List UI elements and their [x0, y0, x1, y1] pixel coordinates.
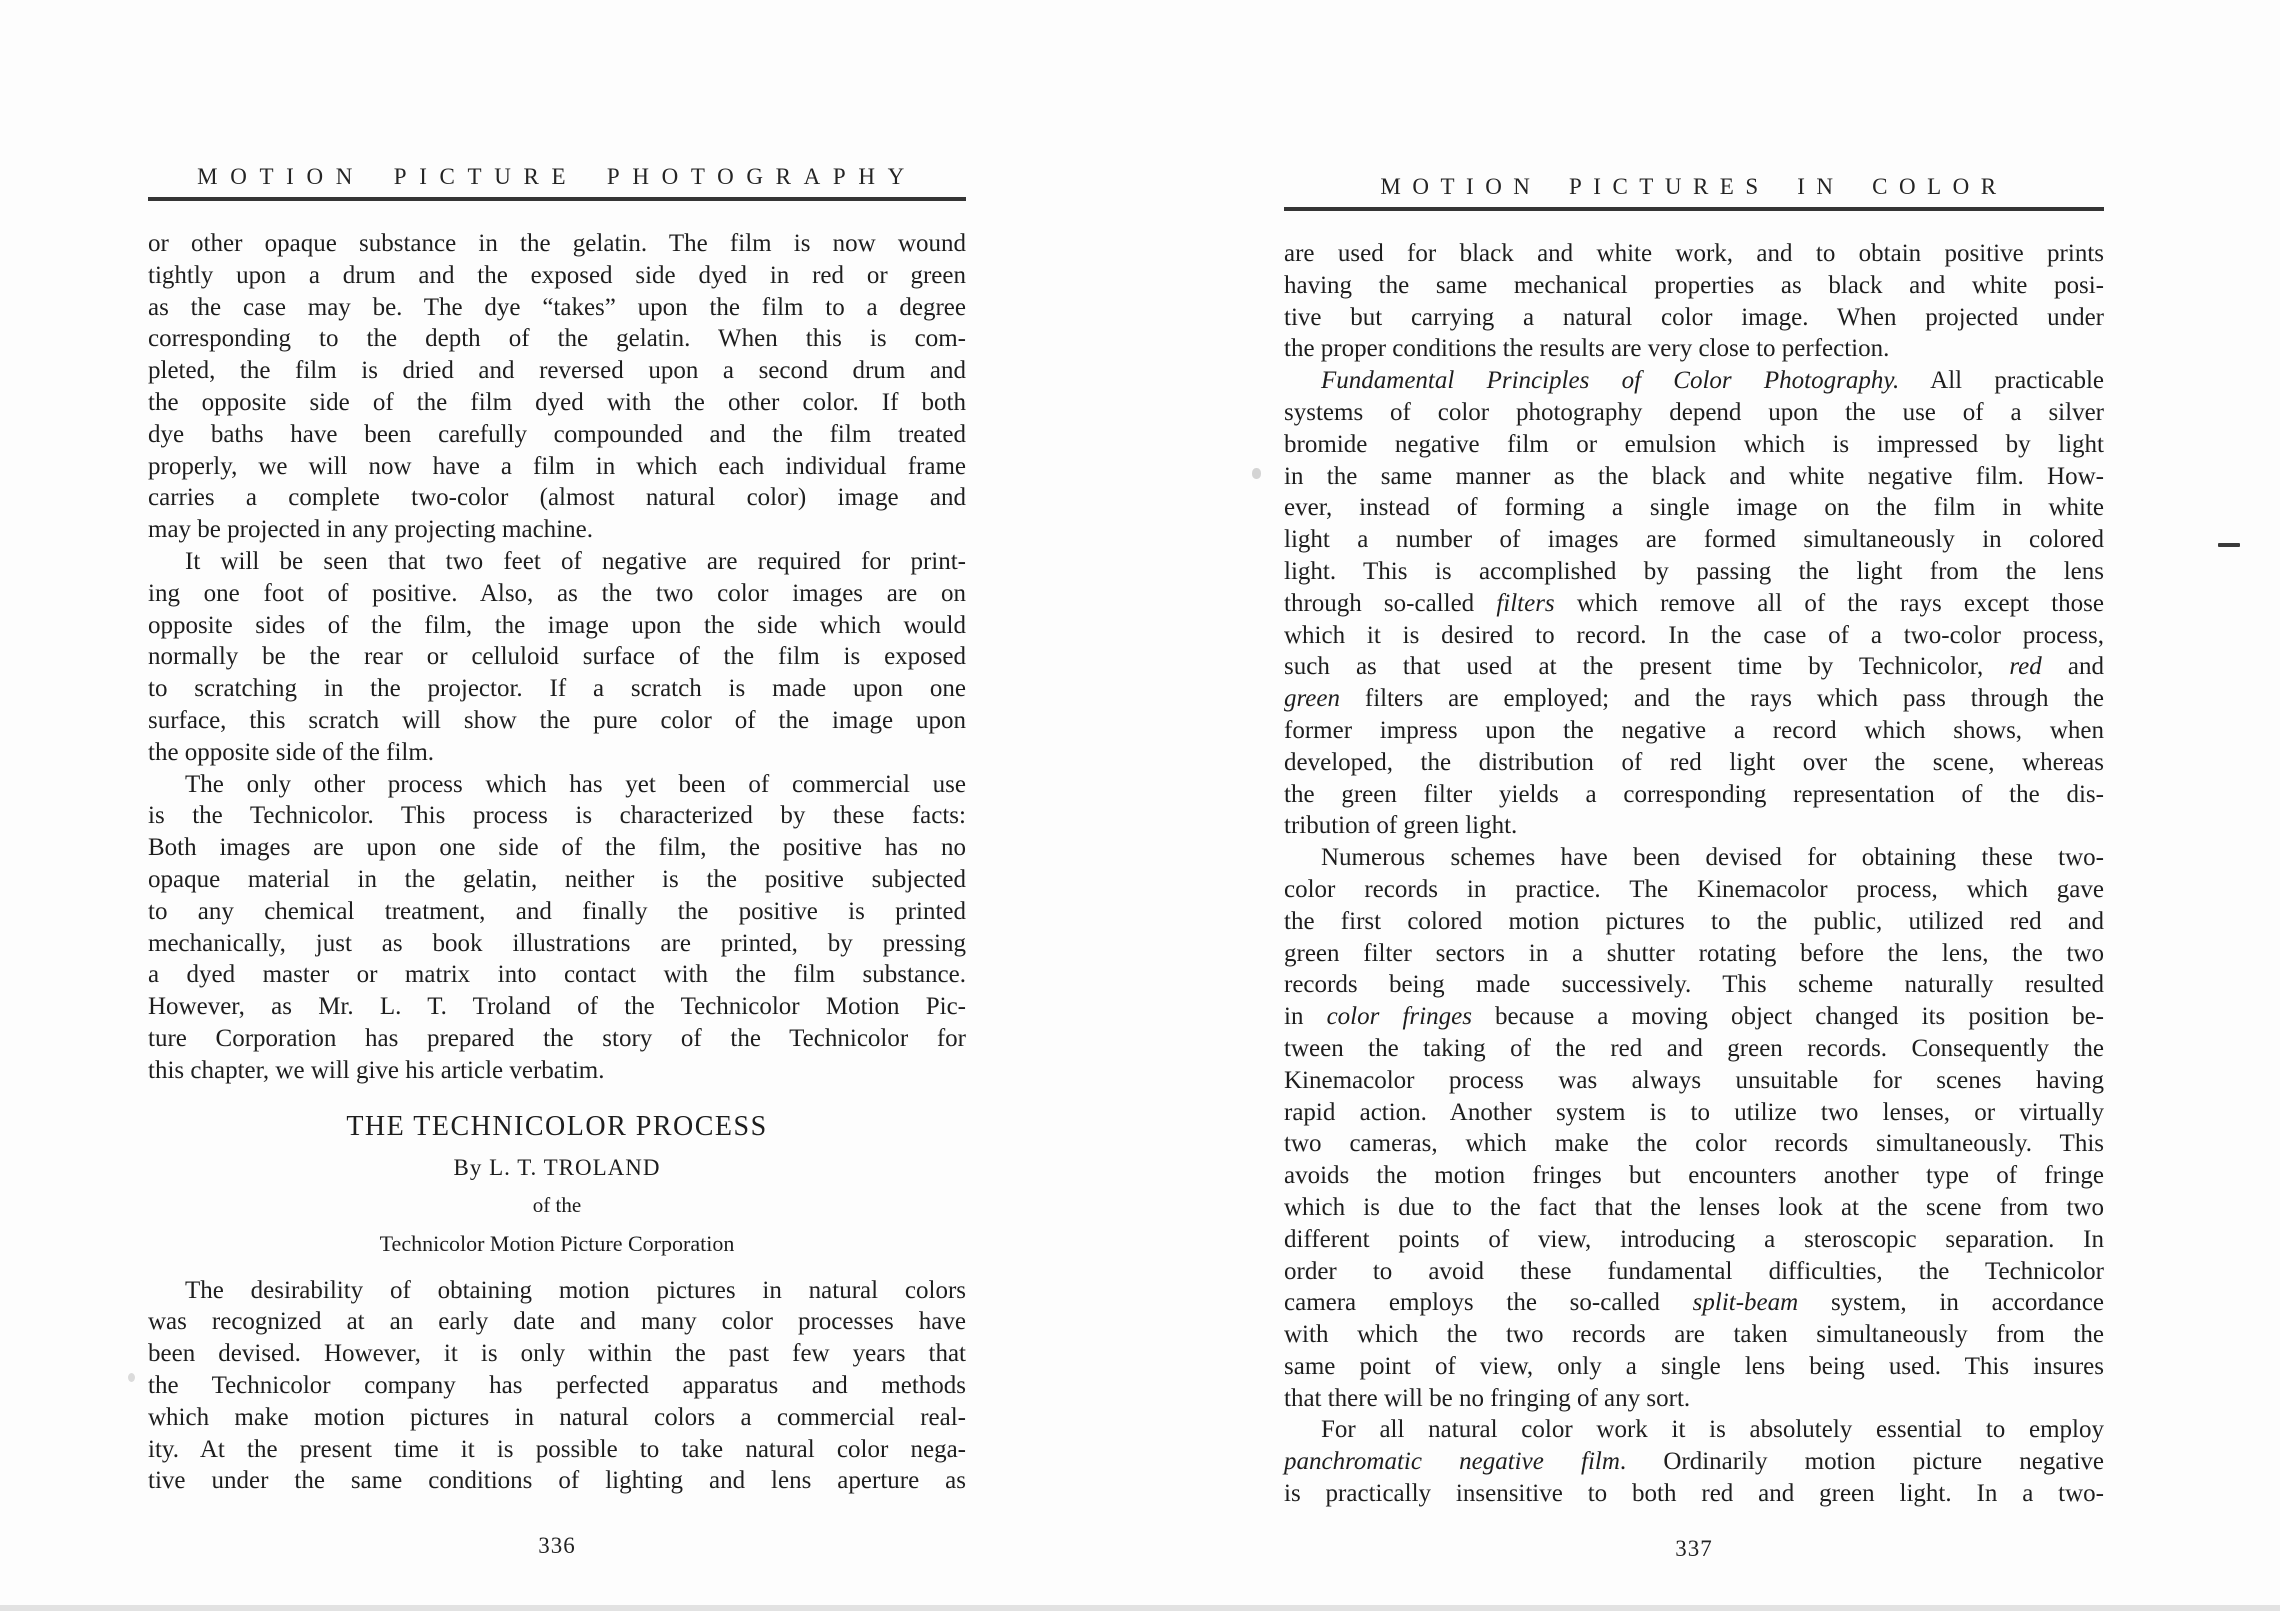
text-line: corresponding to the depth of the gelatin. When this is com- — [148, 325, 966, 353]
text-line: rapid action. Another system is to utilize two lenses, or virtually — [1284, 1098, 2104, 1126]
text-line: to scratching in the projector. If a scratch is made upon one — [148, 675, 966, 703]
text-line: former impress upon the negative a record which shows, when — [1284, 716, 2104, 744]
text-line: tive but carrying a natural color image. When projected under — [1284, 303, 2104, 331]
text-line: the first colored motion pictures to the public, utilized red and — [1284, 907, 2104, 935]
text-line: avoids the motion fringes but encounters another type of fringe — [1284, 1162, 2104, 1190]
header-rule — [148, 197, 966, 201]
text-line: with which the two records are taken simultaneously from the — [1284, 1321, 2104, 1349]
heading-sub2: Technicolor Motion Picture Corporation — [379, 1230, 735, 1256]
text-line: Kinemacolor process was always unsuitable for scenes having — [1284, 1066, 2104, 1094]
text-line: order to avoid these fundamental difficulties, the Technicolor — [1284, 1257, 2104, 1285]
heading-sub: of the — [532, 1192, 582, 1217]
header-rule — [1284, 207, 2104, 211]
running-head: MOTION PICTURES IN COLOR — [1380, 174, 2008, 199]
text-line: may be projected in any projecting machine. — [148, 516, 593, 544]
text-line: The only other process which has yet been of commercial use — [185, 770, 966, 798]
paragraph — [1284, 365, 2104, 842]
text-line: the opposite side of the film. — [148, 738, 435, 766]
text-line: light. This is accomplished by passing the light from the lens — [1284, 557, 2104, 585]
scan-artifact-bottom-strip — [0, 1605, 2280, 1611]
text-line: The desirability of obtaining motion pictures in natural colors — [185, 1276, 966, 1304]
text-line: light a number of images are formed simultaneously in colored — [1284, 526, 2104, 554]
left-page-header — [148, 164, 966, 201]
text-line: the Technicolor company has perfected apparatus and methods — [148, 1371, 966, 1399]
page-number: 336 — [538, 1533, 576, 1559]
scan-artifact-margin-dash — [2218, 543, 2240, 547]
text-line: tribution of green light. — [1284, 812, 1518, 840]
text-line: through so-called filters which remove all of the rays except those — [1284, 589, 2104, 617]
text-line: different points of view, introducing a steroscopic separation. In — [1284, 1225, 2104, 1253]
text-line: which is due to the fact that the lenses look at the scene from two — [1284, 1193, 2104, 1221]
text-line: ity. At the present time it is possible to take natural color nega- — [148, 1435, 966, 1463]
heading-byline: By L. T. TROLAND — [453, 1154, 661, 1180]
text-line: tive under the same conditions of lighting and lens aperture as — [148, 1467, 966, 1495]
scan-artifact-edge-speck — [128, 1373, 135, 1382]
text-line: surface, this scratch will show the pure color of the image upon — [148, 706, 966, 734]
text-line: in color fringes because a moving object changed its position be- — [1284, 1003, 2104, 1031]
text-line: normally be the rear or celluloid surface of the film is exposed — [148, 643, 966, 671]
left-page — [148, 164, 966, 1559]
text-line: green filters are employed; and the rays which pass through the — [1284, 685, 2104, 713]
paragraph — [148, 1275, 966, 1498]
right-page-header — [1284, 174, 2104, 211]
right-page — [1284, 174, 2104, 1562]
paragraph — [1284, 842, 2104, 1414]
text-line: two cameras, which make the color records simultaneously. This — [1284, 1130, 2104, 1158]
paragraph — [148, 769, 966, 1087]
paragraph — [1284, 1414, 2104, 1509]
text-line: green filter sectors in a shutter rotating before the lens, the two — [1284, 939, 2104, 967]
text-line: pleted, the film is dried and reversed upon a second drum and — [148, 357, 966, 385]
text-line: is practically insensitive to both red and green light. In a two- — [1284, 1480, 2104, 1508]
text-line: Numerous schemes have been devised for obtaining these two- — [1321, 844, 2104, 872]
text-line: ture Corporation has prepared the story of the Technicolor for — [148, 1024, 966, 1052]
text-line: that there will be no fringing of any sort. — [1284, 1384, 1691, 1412]
text-line: Fundamental Principles of Color Photography. All practicable — [1321, 367, 2104, 395]
text-line: carries a complete two-color (almost natural color) image and — [148, 484, 966, 512]
text-line: properly, we will now have a film in which each individual frame — [148, 452, 966, 480]
text-line: systems of color photography depend upon the use of a silver — [1284, 398, 2104, 426]
text-line: in the same manner as the black and white negative film. How- — [1284, 462, 2104, 490]
text-line: records being made successively. This scheme naturally resulted — [1284, 971, 2104, 999]
paragraph — [148, 228, 966, 546]
text-line: For all natural color work it is absolutely essential to employ — [1321, 1416, 2104, 1444]
text-line: opaque material in the gelatin, neither is the positive subjected — [148, 865, 966, 893]
text-line: camera employs the so-called split-beam system, in accordance — [1284, 1289, 2104, 1317]
text-line: to any chemical treatment, and finally the positive is printed — [148, 897, 966, 925]
text-line: been devised. However, it is only within the past few years that — [148, 1340, 966, 1368]
text-line: tightly upon a drum and the exposed side dyed in red or green — [148, 261, 966, 289]
text-line: color records in practice. The Kinemacolor process, which gave — [1284, 875, 2104, 903]
paragraph — [148, 546, 966, 769]
text-line: this chapter, we will give his article verbatim. — [148, 1056, 605, 1084]
text-line: was recognized at an early date and many color processes have — [148, 1308, 966, 1336]
text-line: a dyed master or matrix into contact with the film substance. — [148, 961, 966, 989]
text-line: It will be seen that two feet of negative are required for print- — [185, 547, 966, 575]
text-line: the proper conditions the results are very close to perfection. — [1284, 335, 1890, 363]
page-number: 337 — [1675, 1535, 1713, 1561]
text-line: ever, instead of forming a single image on the film in white — [1284, 494, 2104, 522]
text-line: dye baths have been carefully compounded and the film treated — [148, 420, 966, 448]
text-line: mechanically, just as book illustrations are printed, by pressing — [148, 929, 966, 957]
text-line: ing one foot of positive. Also, as the two color images are on — [148, 579, 966, 607]
scan-artifact-gutter-speck — [1252, 468, 1261, 479]
text-line: the opposite side of the film dyed with the other color. If both — [148, 388, 966, 416]
text-line: panchromatic negative film. Ordinarily motion picture negative — [1284, 1448, 2104, 1476]
paragraph — [1284, 238, 2104, 365]
running-head: MOTION PICTURE PHOTOGRAPHY — [197, 164, 917, 189]
text-line: However, as Mr. L. T. Troland of the Technicolor Motion Pic- — [148, 993, 966, 1021]
left-page-body — [148, 228, 966, 1497]
text-line: are used for black and white work, and to obtain positive prints — [1284, 240, 2104, 267]
text-line: the green filter yields a corresponding representation of the dis- — [1284, 780, 2104, 808]
text-line: same point of view, only a single lens being used. This insures — [1284, 1352, 2104, 1380]
text-line: is the Technicolor. This process is characterized by these facts: — [148, 802, 966, 830]
text-line: bromide negative film or emulsion which is impressed by light — [1284, 430, 2104, 458]
text-line: opposite sides of the film, the image upon the side which would — [148, 611, 966, 639]
right-page-body — [1284, 238, 2104, 1510]
text-line: tween the taking of the red and green records. Consequently the — [1284, 1034, 2104, 1062]
heading-title: THE TECHNICOLOR PROCESS — [346, 1110, 768, 1142]
text-line: such as that used at the present time by Technicolor, red and — [1284, 653, 2104, 681]
text-line: which make motion pictures in natural colors a commercial real- — [148, 1403, 966, 1431]
text-line: developed, the distribution of red light over the scene, whereas — [1284, 748, 2104, 776]
text-line: Both images are upon one side of the film, the positive has no — [148, 834, 966, 862]
text-line: having the same mechanical properties as black and white posi- — [1284, 271, 2104, 299]
text-line: or other opaque substance in the gelatin. The film is now wound — [148, 230, 966, 257]
text-line: as the case may be. The dye “takes” upon the film to a degree — [148, 293, 966, 321]
text-line: which it is desired to record. In the case of a two-color process, — [1284, 621, 2104, 649]
